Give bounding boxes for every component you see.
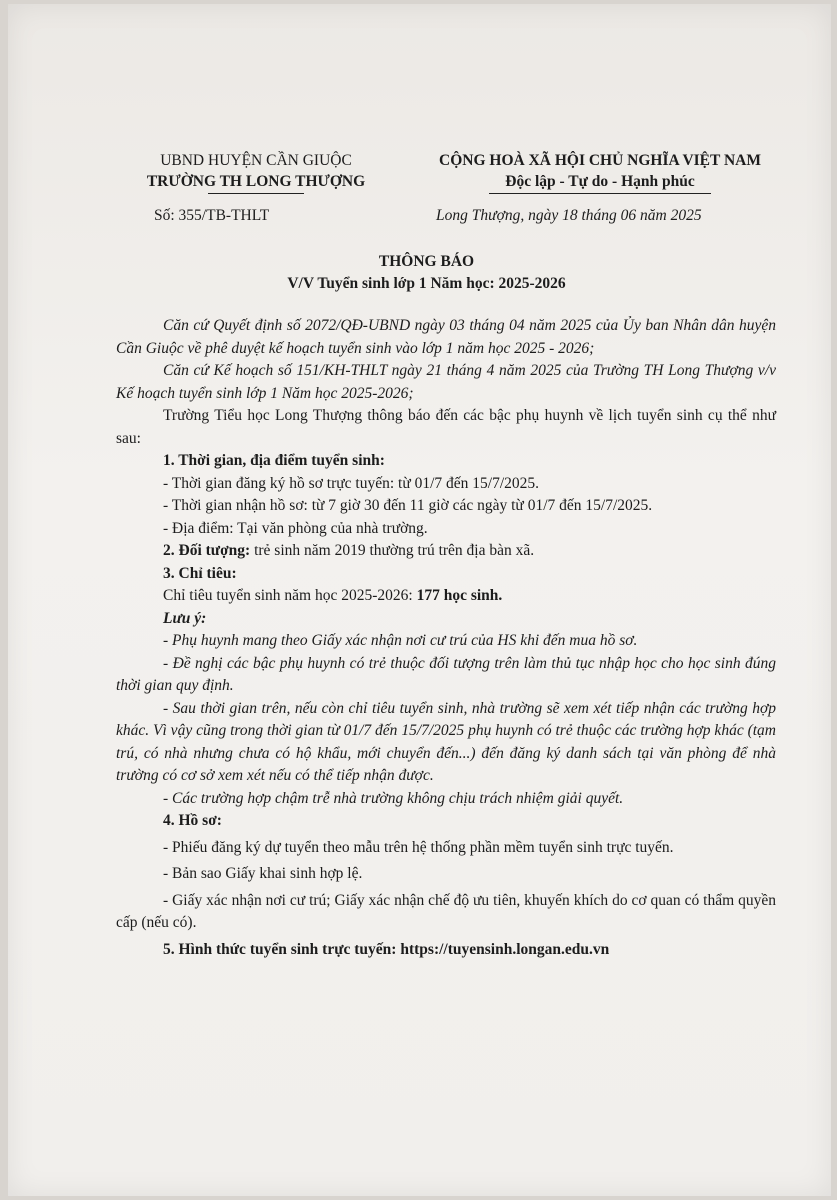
preamble-announcement: Trường Tiểu học Long Thượng thông báo đến các bậc phụ huynh về lịch tuyển sinh cụ thể như sau: bbox=[116, 407, 776, 447]
section-3-heading: 3. Chỉ tiêu: bbox=[163, 564, 237, 582]
quota-text: Chỉ tiêu tuyển sinh năm học 2025-2026: bbox=[163, 587, 417, 604]
school-name: TRƯỜNG TH LONG THƯỢNG bbox=[146, 173, 366, 190]
note-item: - Phụ huynh mang theo Giấy xác nhận nơi cư trú của HS khi đến mua hồ sơ. bbox=[163, 632, 638, 649]
section-1-heading: 1. Thời gian, địa điểm tuyển sinh: bbox=[163, 452, 385, 469]
section-2 bbox=[116, 540, 776, 563]
place-and-date: Long Thượng, ngày 18 tháng 06 năm 2025 bbox=[436, 207, 702, 224]
section-1-item: - Thời gian nhận hồ sơ: từ 7 giờ 30 đến 11 giờ các ngày từ 01/7 đến 15/7/2025. bbox=[163, 497, 653, 514]
nation-name: CỘNG HOÀ XÃ HỘI CHỦ NGHĨA VIỆT NAM bbox=[439, 152, 761, 169]
section-2-heading: 2. Đối tượng: bbox=[163, 542, 251, 559]
note-item: - Sau thời gian trên, nếu còn chỉ tiêu tuyển sinh, nhà trường sẽ xem xét tiếp nhận các trường hợp khác. Vì vậy cũng trong thời gian từ 01/7 đến 15/7/2025 phụ huynh có trẻ thuộc các trường hợp khác (tạm trú, có nhà nhưng chưa có hộ khẩu, mới chuyển đến...) đến đăng ký danh sách tại văn phòng để nhà trường có cơ sở xem xét nếu có thể tiếp nhận được. bbox=[116, 699, 776, 784]
section-5-heading: 5. Hình thức tuyển sinh trực tuyến: https://tuyensinh.longan.edu.vn bbox=[163, 940, 610, 958]
notes-heading: Lưu ý: bbox=[163, 609, 207, 627]
document-body bbox=[116, 315, 776, 961]
preamble-plan: Căn cứ Kế hoạch số 151/KH-THLT ngày 21 tháng 4 năm 2025 của Trường TH Long Thượng v/v Kế hoạch tuyển sinh lớp 1 Năm học 2025-2026; bbox=[116, 362, 776, 402]
document-subject: V/V Tuyển sinh lớp 1 Năm học: 2025-2026 bbox=[287, 275, 566, 292]
national-motto: Độc lập - Tự do - Hạnh phúc bbox=[505, 173, 695, 190]
school-underline bbox=[208, 193, 304, 194]
document-title: THÔNG BÁO bbox=[378, 253, 475, 270]
section-4-heading: 4. Hồ sơ: bbox=[163, 812, 222, 829]
section-1-item: - Địa điểm: Tại văn phòng của nhà trường. bbox=[163, 519, 428, 537]
issuer-block bbox=[126, 150, 386, 194]
preamble-decision: Căn cứ Quyết định số 2072/QĐ-UBND ngày 03 tháng 04 năm 2025 của Ủy ban Nhân dân huyện Cần Giuộc về phê duyệt kế hoạch tuyển sinh vào lớp 1 năm học 2025 - 2026; bbox=[116, 317, 776, 357]
section-2-text: trẻ sinh năm 2019 thường trú trên địa bàn xã. bbox=[250, 542, 535, 559]
section-3-quota bbox=[116, 585, 776, 608]
national-header bbox=[400, 150, 800, 194]
motto-underline bbox=[489, 193, 711, 194]
section-4-item: - Giấy xác nhận nơi cư trú; Giấy xác nhận chế độ ưu tiên, khuyến khích do cơ quan có thẩm quyền cấp (nếu có). bbox=[116, 891, 776, 931]
document-number: Số: 355/TB-THLT bbox=[154, 207, 270, 224]
issuing-authority: UBND HUYỆN CẦN GIUỘC bbox=[160, 152, 352, 169]
document-page bbox=[8, 4, 831, 1196]
note-item: - Đề nghị các bậc phụ huynh có trẻ thuộc đối tượng trên làm thủ tục nhập học cho học sinh đúng thời gian quy định. bbox=[116, 654, 776, 694]
quota-value: 177 học sinh. bbox=[416, 587, 503, 604]
note-item: - Các trường hợp chậm trễ nhà trường không chịu trách nhiệm giải quyết. bbox=[163, 789, 624, 807]
section-4-item: - Bản sao Giấy khai sinh hợp lệ. bbox=[163, 865, 363, 882]
section-1-item: - Thời gian đăng ký hồ sơ trực tuyến: từ 01/7 đến 15/7/2025. bbox=[163, 474, 540, 492]
section-4-item: - Phiếu đăng ký dự tuyển theo mẫu trên hệ thống phần mềm tuyển sinh trực tuyến. bbox=[163, 838, 674, 856]
